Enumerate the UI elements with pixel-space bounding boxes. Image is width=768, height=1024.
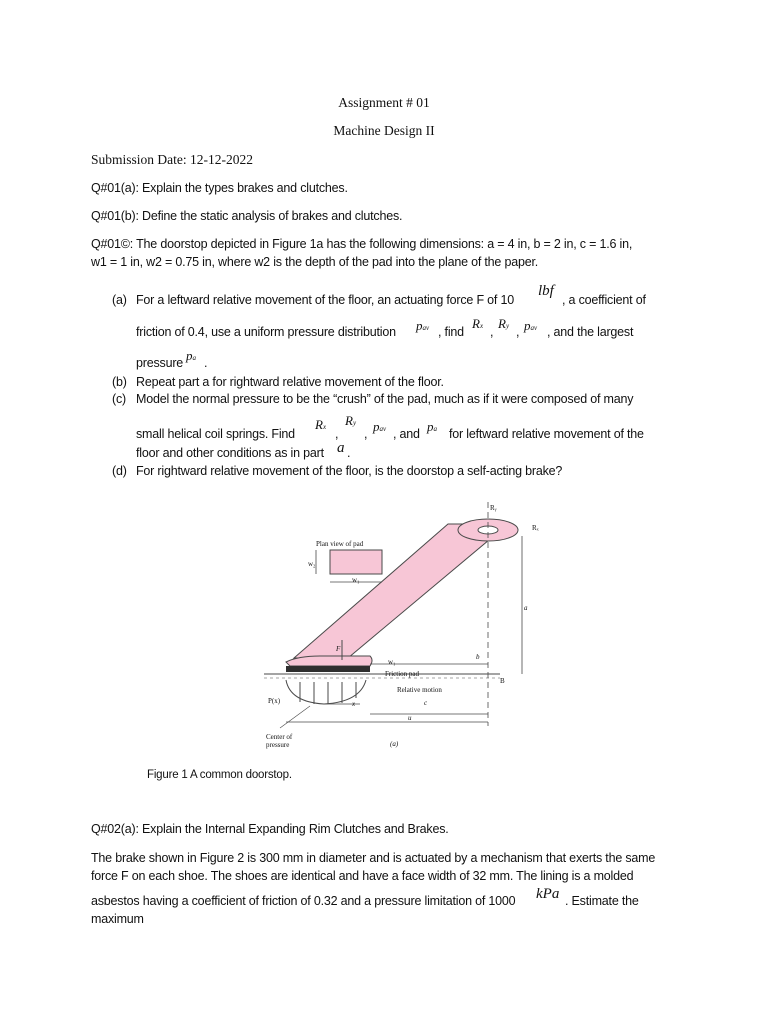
- question-2-line4: maximum: [91, 912, 144, 926]
- x-dimension-label: x: [352, 700, 356, 708]
- doorstop-figure: [250, 490, 560, 755]
- w1-pad-label: w₁: [388, 658, 396, 666]
- a-dimension-label: a: [524, 604, 528, 612]
- assignment-title: Assignment # 01: [338, 95, 430, 110]
- period: .: [204, 356, 208, 370]
- course-title: Machine Design II: [333, 123, 435, 138]
- center-of-pressure-label: Center of pressure: [266, 733, 293, 749]
- question-1a: Q#01(a): Explain the types brakes and clutches.: [91, 181, 348, 195]
- part-a-text4: , find: [438, 325, 464, 339]
- part-c-text4: for leftward relative movement of the: [449, 427, 644, 441]
- unit-kpa: kPa: [536, 886, 560, 902]
- symbol-p-a: pa: [186, 348, 196, 363]
- part-a-marker: (a): [112, 293, 127, 307]
- c-dimension-label: c: [424, 699, 428, 707]
- comma: ,: [335, 427, 339, 441]
- part-a-text5: , and the largest: [547, 325, 634, 339]
- part-a-text3: friction of 0.4, use a uniform pressure distribution: [136, 325, 396, 339]
- symbol-p-av: pav: [524, 318, 538, 333]
- floor-line: [264, 674, 500, 678]
- comma: ,: [490, 325, 494, 339]
- part-c-text2: small helical coil springs. Find: [136, 427, 295, 441]
- symbol-p-av: pav: [373, 419, 387, 434]
- part-d-marker: (d): [112, 464, 127, 478]
- w2-label: w₂: [308, 560, 316, 568]
- symbol-ry: Ry: [498, 316, 510, 331]
- question-1b: Q#01(b): Define the static analysis of brakes and clutches.: [91, 209, 403, 223]
- part-a-text2: , a coefficient of: [562, 293, 646, 307]
- part-a-text6: pressure: [136, 356, 184, 370]
- question-2-line2: force F on each shoe. The shoes are identical and have a face width of 32 mm. The lining is a molded: [91, 869, 634, 883]
- submission-date: Submission Date: 12-12-2022: [91, 152, 253, 167]
- part-reference: a: [337, 440, 345, 456]
- symbol-rx: Rx: [472, 316, 484, 331]
- figure-caption: Figure 1 A common doorstop.: [147, 769, 292, 781]
- plan-view-pad: [316, 550, 382, 582]
- comma: ,: [364, 427, 368, 441]
- question-1c-line2: w1 = 1 in, w2 = 0.75 in, where w2 is the depth of the pad into the plane of the paper.: [91, 255, 539, 269]
- pressure-function-label: P(x): [268, 697, 281, 705]
- question-2-line3: asbestos having a coefficient of friction of 0.32 and a pressure limitation of 1000: [91, 894, 516, 908]
- ry-label: Rᵧ: [490, 504, 497, 512]
- part-b-marker: (b): [112, 375, 127, 389]
- symbol-p-av: pav: [416, 318, 430, 333]
- relative-motion-label: Relative motion: [397, 686, 442, 694]
- b-ground-label: B: [500, 677, 505, 685]
- u-dimension-label: u: [408, 714, 412, 722]
- part-c-text1: Model the normal pressure to be the “crush” of the pad, much as if it were composed of many: [136, 392, 634, 406]
- w1-label: w₁: [352, 576, 360, 584]
- part-c-marker: (c): [112, 392, 126, 406]
- part-d-text: For rightward relative movement of the floor, is the doorstop a self-acting brake?: [136, 464, 563, 478]
- part-c-text5: floor and other conditions as in part: [136, 446, 324, 460]
- rx-label: Rₓ: [532, 524, 539, 532]
- comma: ,: [516, 325, 520, 339]
- question-2-line3-end: . Estimate the: [565, 894, 639, 908]
- symbol-p-a: pa: [427, 419, 437, 434]
- question-1c-line1: Q#01©: The doorstop depicted in Figure 1a has the following dimensions: a = 4 in, b = 2 in, c = 1.6 in,: [91, 237, 633, 251]
- question-2a: Q#02(a): Explain the Internal Expanding Rim Clutches and Brakes.: [91, 822, 449, 836]
- unit-lbf: lbf: [538, 283, 554, 299]
- question-2-line1: The brake shown in Figure 2 is 300 mm in diameter and is actuated by a mechanism that exerts the same: [91, 851, 656, 865]
- symbol-ry: Ry: [345, 413, 357, 428]
- figure-part-label: (a): [390, 740, 399, 748]
- part-b-text: Repeat part a for rightward relative movement of the floor.: [136, 375, 444, 389]
- part-a-text1: For a leftward relative movement of the floor, an actuating force F of 10: [136, 293, 514, 307]
- plan-view-label: Plan view of pad: [316, 540, 364, 548]
- f-label: F: [336, 645, 341, 653]
- part-c-text3: , and: [393, 427, 420, 441]
- b-dimension-label: b: [476, 653, 480, 661]
- period: .: [347, 446, 351, 460]
- friction-pad-label: Friction pad: [385, 670, 420, 678]
- symbol-rx: Rx: [315, 417, 327, 432]
